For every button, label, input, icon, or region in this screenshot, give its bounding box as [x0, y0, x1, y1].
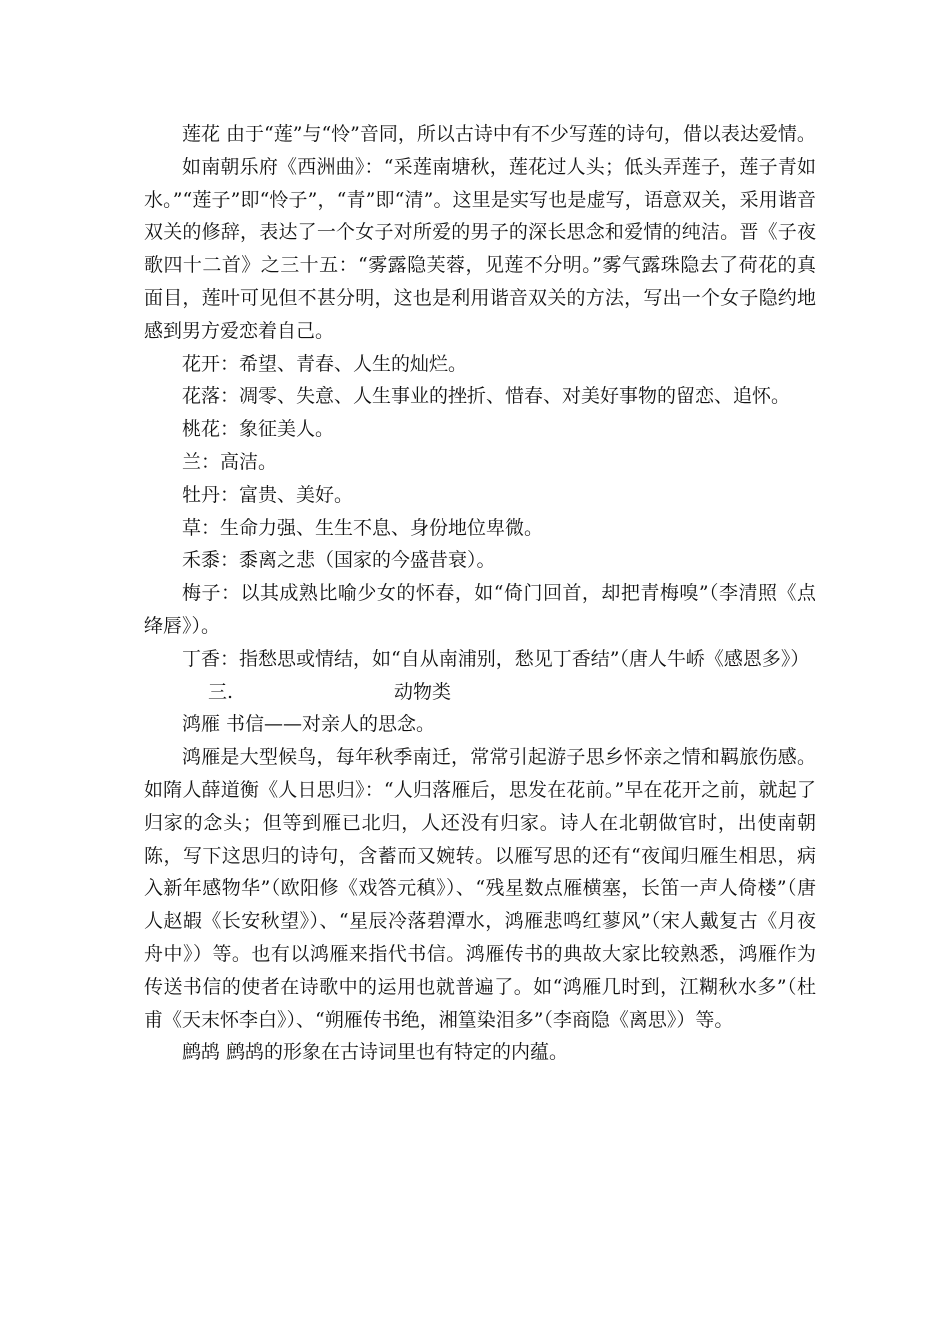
section-heading [144, 676, 816, 709]
paragraph-wild-goose-detail: 鸿雁是大型候鸟，每年秋季南迁，常常引起游子思乡怀亲之情和羁旅伤感。如隋人薛道衡《人日思归》：“人归落雁后，思发在花前。”早在花开之前，就起了归家的念头；但等到雁已北归，人还没有归家。诗人在北朝做官时，出使南朝陈，写下这思归的诗句，含蓄而又婉转。以雁写思的还有“夜闻归雁生相思，病入新年感物华”（欧阳修《戏答元稹》）、“残星数点雁横塞，长笛一声人倚楼”（唐人赵嘏《长安秋望》）、“星辰冷落碧潭水，鸿雁悲鸣红蓼风”（宋人戴复古《月夜舟中》）等。也有以鸿雁来指代书信。鸿雁传书的典故大家比较熟悉，鸿雁作为传送书信的使者在诗歌中的运用也就普遍了。如“鸿雁几时到，江糊秋水多”（杜甫《天末怀李白》）、“朔雁传书绝，湘篁染泪多”（李商隐《离思》）等。 [144, 746, 816, 1031]
paragraph-grass: 草：生命力强、生生不息、身份地位卑微。 [182, 516, 544, 539]
document-page [144, 118, 816, 1069]
paragraph-partridge: 鹧鸪 鹧鸪的形象在古诗词里也有特定的内蕴。 [182, 1041, 569, 1064]
paragraph-wild-goose: 鸿雁 书信——对亲人的思念。 [182, 713, 436, 736]
paragraph-peach-blossom: 桃花：象征美人。 [182, 418, 335, 441]
paragraph-flower-bloom: 花开：希望、青春、人生的灿烂。 [182, 352, 468, 375]
section-title: 动物类 [394, 680, 452, 703]
section-number: 三. [208, 680, 234, 703]
paragraph-flower-fall: 花落：凋零、失意、人生事业的挫折、惜春、对美好事物的留恋、追怀。 [182, 385, 791, 408]
paragraph-lotus: 莲花 由于“莲”与“怜”音同，所以古诗中有不少写莲的诗句，借以表达爱情。 [182, 123, 816, 145]
paragraph-plum: 梅子：以其成熟比喻少女的怀春，如“倚门回首，却把青梅嗅”（李清照《点绛唇》）。 [144, 582, 816, 637]
paragraph-lotus-example: 如南朝乐府《西洲曲》：“采莲南塘秋，莲花过人头；低头弄莲子，莲子青如水。”“莲子”即“怜子”，“青”即“清”。这里是实写也是虚写，语意双关，采用谐音双关的修辞，表达了一个女子对所爱的男子的深长思念和爱情的纯洁。晋《子夜歌四十二首》之三十五：“雾露隐芙蓉，见莲不分明。”雾气露珠隐去了荷花的真面目，莲叶可见但不甚分明，这也是利用谐音双关的方法，写出一个女子隐约地感到男方爱恋着自己。 [144, 155, 816, 342]
paragraph-orchid: 兰：高洁。 [182, 450, 278, 473]
paragraph-lilac: 丁香：指愁思或情结，如“自从南浦别，愁见丁香结”（唐人牛峤《感恩多》） [182, 647, 810, 670]
paragraph-peony: 牡丹：富贵、美好。 [182, 483, 354, 506]
paragraph-millet: 禾黍：黍离之悲（国家的今盛昔衰）。 [182, 549, 496, 572]
